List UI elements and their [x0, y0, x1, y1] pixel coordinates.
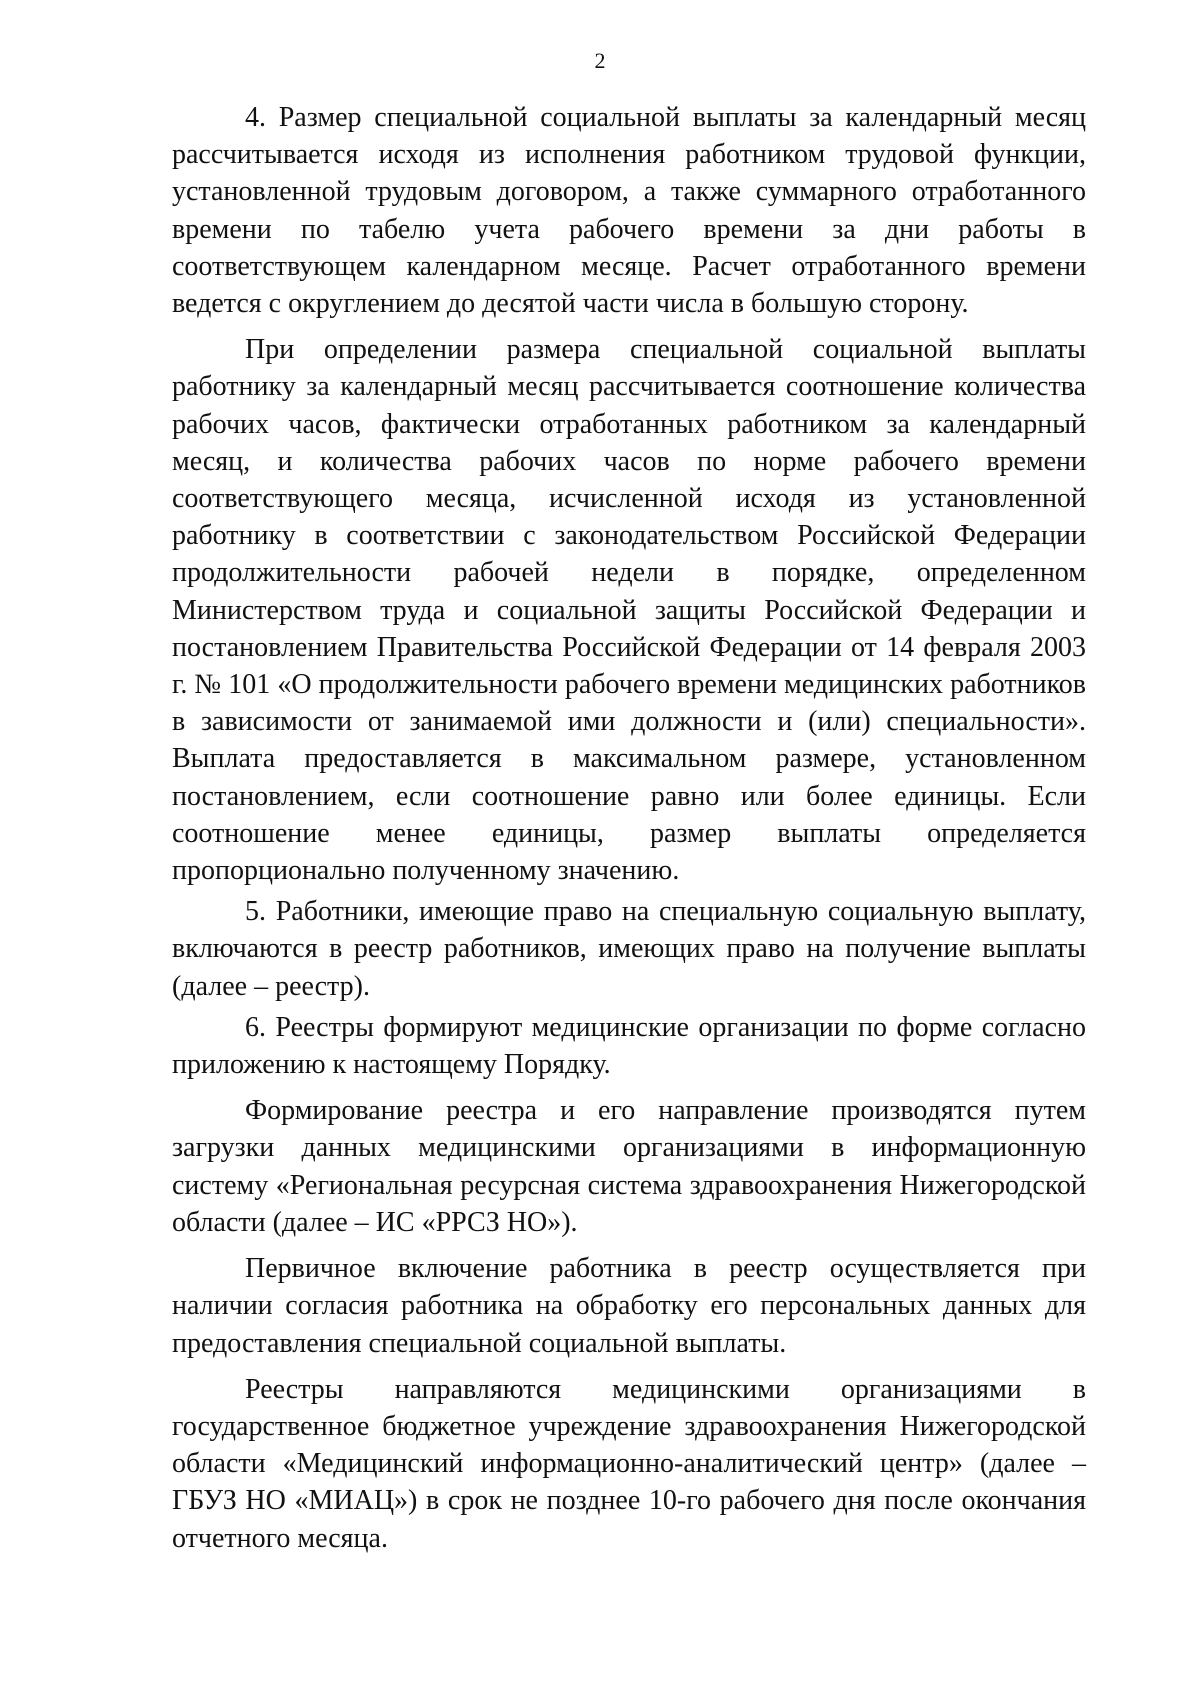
paragraph-primary-inclusion: Первичное включение работника в реестр осуществляется при наличии согласия работника на обработку его персональных данных для предоставления специальной социальной выплаты. [172, 1253, 1086, 1359]
page-number: 2 [594, 48, 606, 73]
document-body [172, 99, 1086, 1566]
paragraph-item-6: 6. Реестры формируют медицинские организации по форме согласно приложению к настоящему Порядку. [172, 1011, 1086, 1081]
paragraph-calculation-ratio: При определении размера специальной социальной выплаты работнику за календарный месяц рассчитывается соотношение количества рабочих часов, фактически отработанных работником за календарный месяц, и количества рабочих часов по норме рабочего времени соответствующего месяца, исчисленной исходя из установленной работнику в соответствии с законодательством Российской Федерации продолжительности рабочей недели в порядке, определенном Министерством труда и социальной защиты Российской Федерации и постановлением Правительства Российской Федерации от 14 февраля 2003 г. № 101 «О продолжительности рабочего времени медицинских работников в зависимости от занимаемой ими должности и (или) специальности». Выплата предоставляется в максимальном размере, установленном постановлением, если соотношение равно или более единицы. Если соотношение менее единицы, размер выплаты определяется пропорционально полученному значению. [172, 334, 1086, 887]
paragraph-item-5: 5. Работники, имеющие право на специальную социальную выплату, включаются в реестр работников, имеющих право на получение выплаты (далее – реестр). [172, 896, 1086, 1002]
paragraph-registry-formation: Формирование реестра и его направление производятся путем загрузки данных медицинскими организациями в информационную систему «Региональная ресурсная система здравоохранения Нижегородской области (далее – ИС «РРСЗ НО»). [172, 1095, 1086, 1238]
paragraph-registry-submission: Реестры направляются медицинскими организациями в государственное бюджетное учреждение здравоохранения Нижегородской области «Медицинский информационно-аналитический центр» (далее – ГБУЗ НО «МИАЦ») в срок не позднее 10-го рабочего дня после окончания отчетного месяца. [172, 1373, 1086, 1554]
paragraph-item-4: 4. Размер специальной социальной выплаты за календарный месяц рассчитывается исходя из исполнения работником трудовой функции, установленной трудовым договором, а также суммарного отработанного времени по табелю учета рабочего времени за дни работы в соответствующем календарном месяце. Расчет отработанного времени ведется с округлением до десятой части числа в большую сторону. [172, 102, 1086, 320]
